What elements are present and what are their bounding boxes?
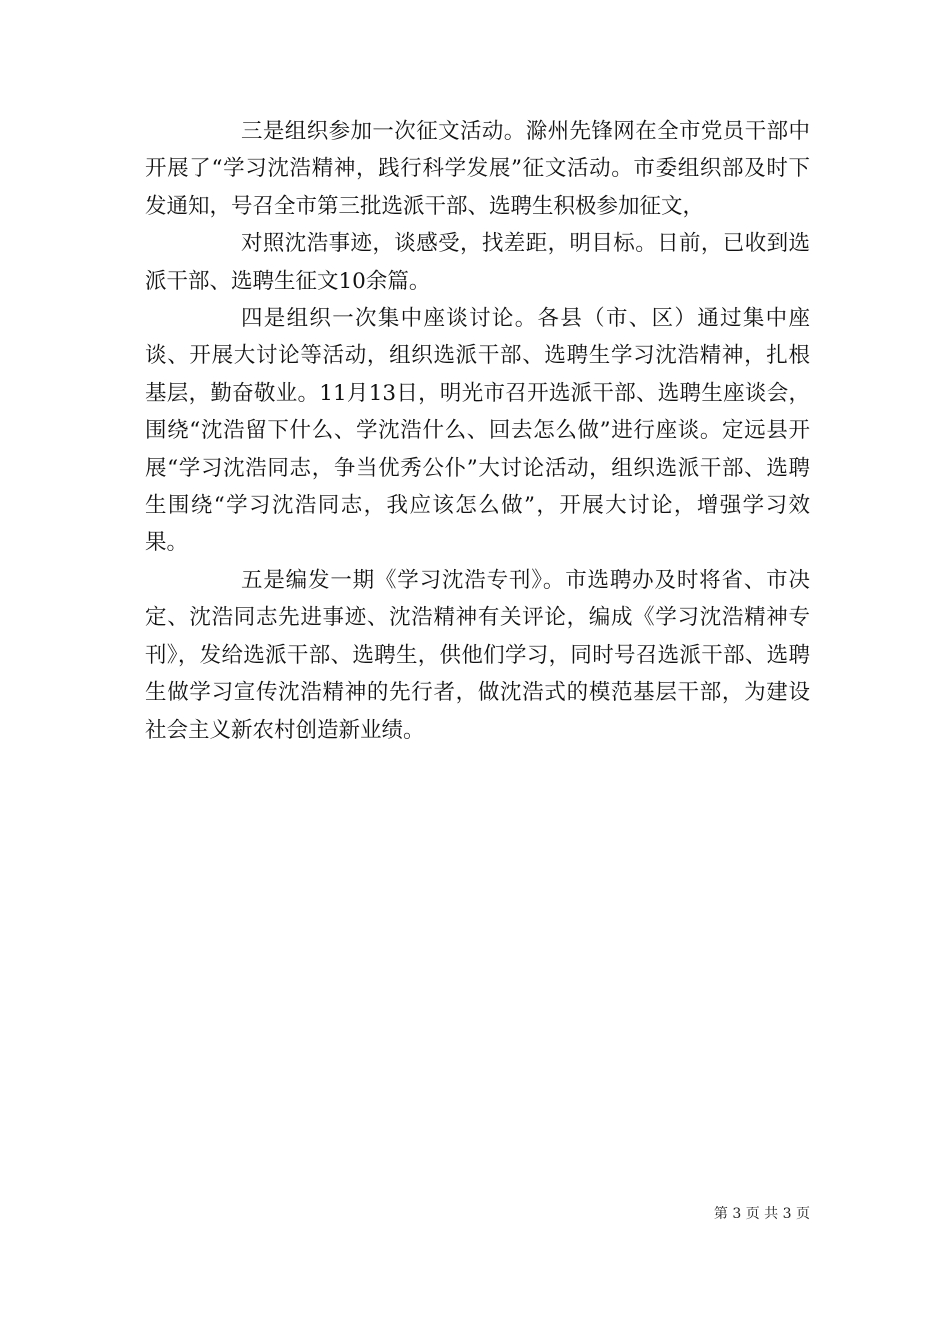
page-number-footer: 第 3 页 共 3 页 <box>713 1206 810 1222</box>
paragraph-discussion: 四是组织一次集中座谈讨论。各县（市、区）通过集中座谈、开展大讨论等活动，组织选派干部、选聘生学习沈浩精神，扎根基层，勤奋敬业。11月13日，明光市召开选派干部、选聘生座谈会，围绕“沈浩留下什么、学沈浩什么、回去怎么做”进行座谈。定远县开展“学习沈浩同志，争当优秀公仆”大讨论活动，组织选派干部、选聘生围绕“学习沈浩同志，我应该怎么做”，开展大讨论，增强学习效果。 <box>145 306 810 556</box>
document-body <box>145 113 810 749</box>
paragraph-special-issue: 五是编发一期《学习沈浩专刊》。市选聘办及时将省、市决定、沈浩同志先进事迹、沈浩精神有关评论，编成《学习沈浩精神专刊》，发给选派干部、选聘生，供他们学习，同时号召选派干部、选聘生做学习宣传沈浩精神的先行者，做沈浩式的模范基层干部，为建设社会主义新农村创造新业绩。 <box>145 567 810 743</box>
paragraph-essay-activity: 三是组织参加一次征文活动。滁州先锋网在全市党员干部中开展了“学习沈浩精神，践行科学发展”征文活动。市委组织部及时下发通知，号召全市第三批选派干部、选聘生积极参加征文， <box>145 119 810 219</box>
paragraph-essay-result: 对照沈浩事迹，谈感受，找差距，明目标。日前，已收到选派干部、选聘生征文10余篇。 <box>145 231 810 294</box>
